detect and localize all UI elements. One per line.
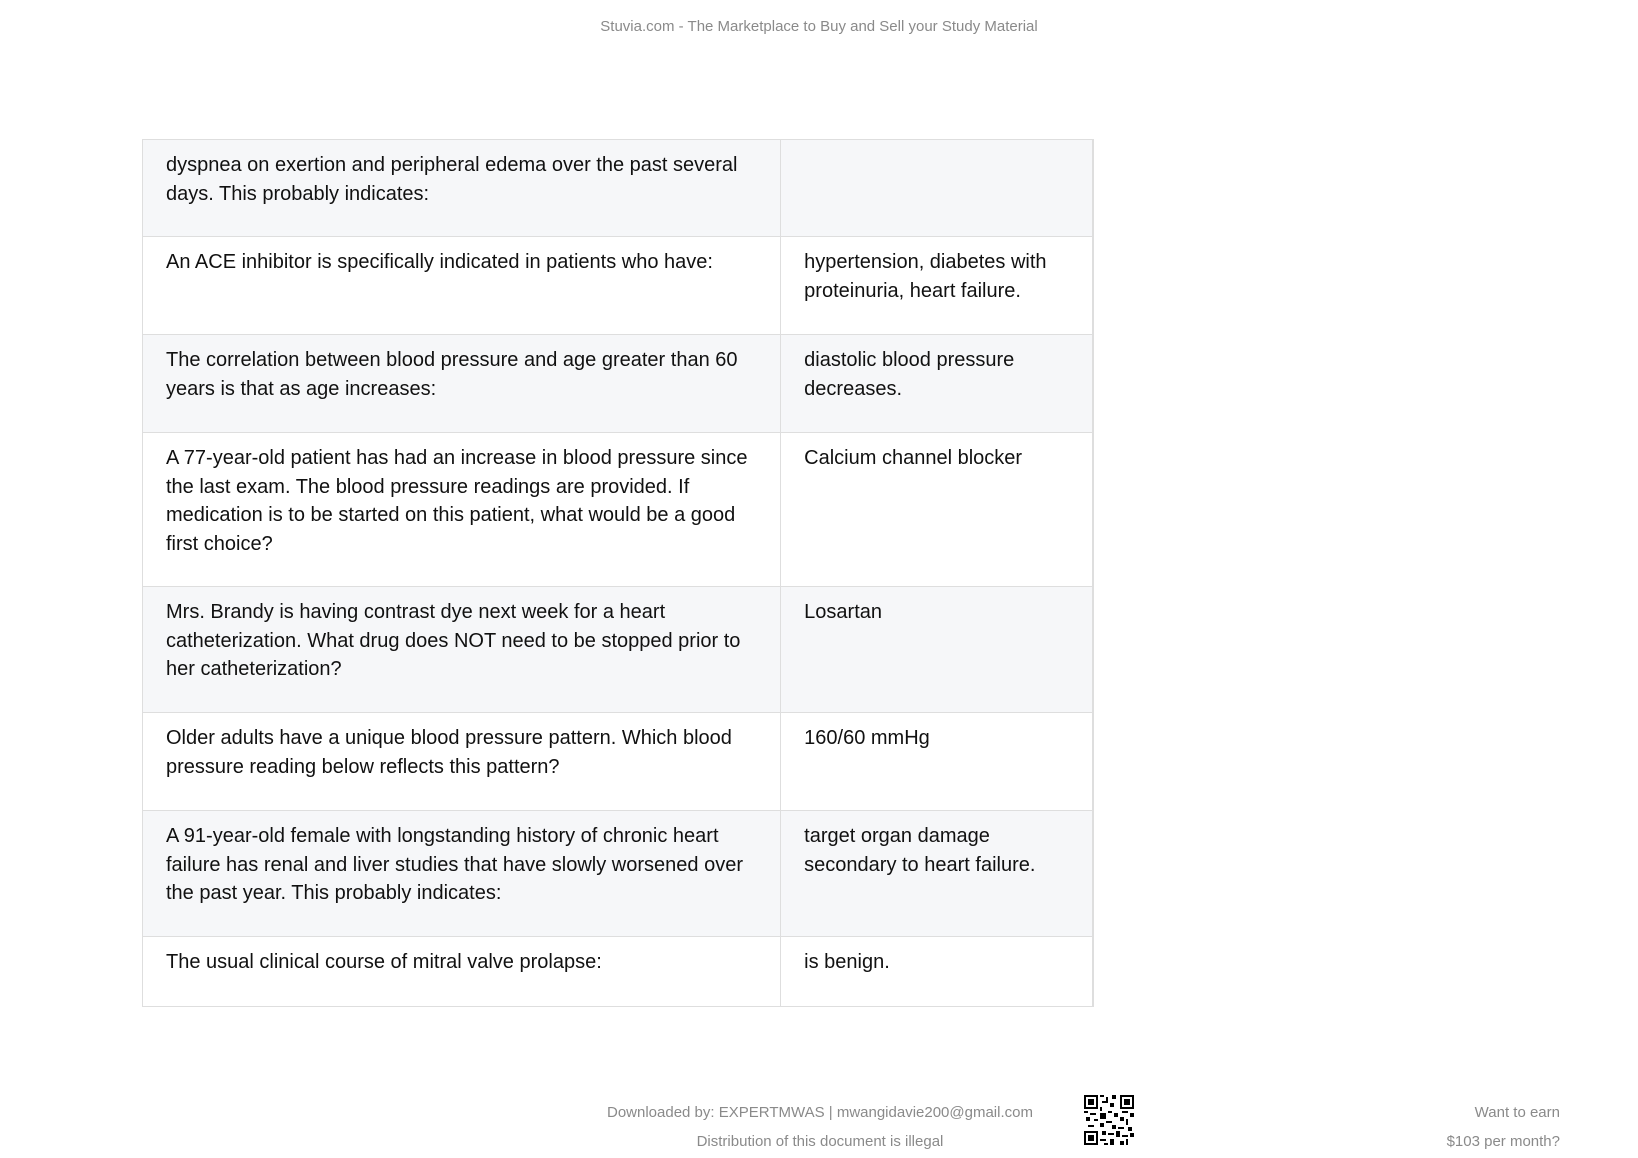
extra-cell [1092,237,1093,335]
extra-cell [1092,587,1093,713]
extra-cell [1092,335,1093,433]
answer-cell: Calcium channel blocker [781,433,1093,587]
answer-cell: Losartan [781,587,1093,713]
earn-promo[interactable] [1360,1098,1560,1156]
extra-cell [1092,937,1093,1007]
page-header: Stuvia.com - The Marketplace to Buy and Sell your Study Material [600,18,1038,35]
table-row [143,140,1094,237]
table-row [143,237,1094,335]
answer-cell: is benign. [781,937,1093,1007]
table-row [143,433,1094,587]
answer-cell: hypertension, diabetes with proteinuria, heart failure. [781,237,1093,335]
question-cell: dyspnea on exertion and peripheral edema over the past several days. This probably indicates: [143,140,781,237]
question-cell: An ACE inhibitor is specifically indicated in patients who have: [143,237,781,335]
question-cell: The usual clinical course of mitral valve prolapse: [143,937,781,1007]
qa-table [142,139,1094,1007]
distribution-notice: Distribution of this document is illegal [696,1133,944,1150]
table-row [143,937,1094,1007]
table-row [143,335,1094,433]
table-row [143,713,1094,811]
footer-download-info [560,1098,1080,1156]
question-cell: Older adults have a unique blood pressure pattern. Which blood pressure reading below reflects this pattern? [143,713,781,811]
earn-line-2: $103 per month? [1446,1133,1560,1150]
extra-cell [1092,140,1093,237]
extra-cell [1092,811,1093,937]
table-row [143,811,1094,937]
downloaded-by-text: Downloaded by: EXPERTMWAS | mwangidavie200@gmail.com [607,1104,1033,1121]
question-cell: The correlation between blood pressure and age greater than 60 years is that as age increases: [143,335,781,433]
answer-cell: target organ damage secondary to heart failure. [781,811,1093,937]
question-cell: Mrs. Brandy is having contrast dye next week for a heart catheterization. What drug does NOT need to be stopped prior to her catheterization? [143,587,781,713]
extra-cell [1092,713,1093,811]
extra-cell [1092,433,1093,587]
question-cell: A 91-year-old female with longstanding history of chronic heart failure has renal and liver studies that have slowly worsened over the past year. This probably indicates: [143,811,781,937]
earn-line-1: Want to earn [1474,1104,1560,1121]
answer-cell: 160/60 mmHg [781,713,1093,811]
qr-code-icon[interactable] [1084,1095,1134,1145]
answer-cell [781,140,1093,237]
table-row [143,587,1094,713]
answer-cell: diastolic blood pressure decreases. [781,335,1093,433]
question-cell: A 77-year-old patient has had an increase in blood pressure since the last exam. The blood pressure readings are provided. If medication is to be started on this patient, what would be a good first choice? [143,433,781,587]
